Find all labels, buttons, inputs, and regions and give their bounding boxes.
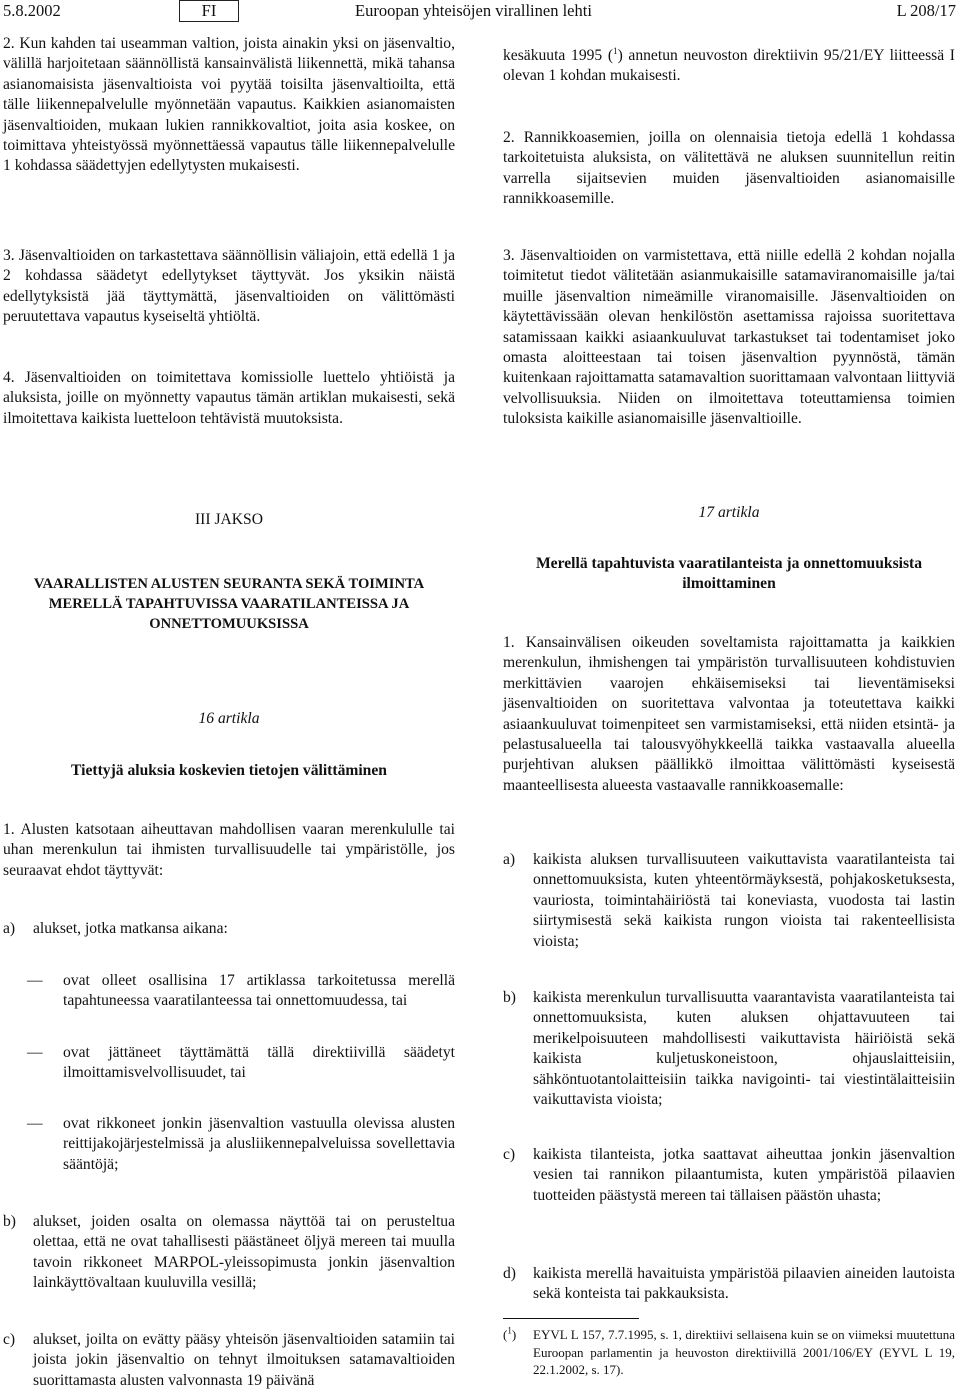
list-text-b: alukset, joiden osalta on olemassa näyttöä tai on perusteltua olettaa, että ne ovat tahallisesti päästäneet öljyä mereen tai muulla tavoin rikkoneet MARPOL-yleissopimusta jonkin jäsenvaltion lainkäyttövaltaan kuuluvilla vesillä; (33, 1213, 455, 1292)
continued-text-start: kesäkuuta 1995 ( (503, 47, 614, 64)
section-title-line-2: MERELLÄ TAPAHTUVISSA VAARATILANTEISSA JA (48, 596, 410, 612)
list-label-c: c) (3, 1331, 16, 1348)
list-text-17-a: kaikista aluksen turvallisuuteen vaikuttavista vaaratilanteista tai onnettomuuksista, kuten yhteentörmäyksestä, pohjakosketuksesta, vauriosta, toimintahäiriöstä tai koneviasta, vuodosta tai lastin siirtymisestä sekä kaikista rungon vioista tai rakenteellisista vioista; (533, 851, 955, 950)
list-label-b: b) (3, 1213, 16, 1230)
list-label-b: b) (503, 989, 516, 1006)
paragraph-right-2: 2. Rannikkoasemien, joilla on olennaisia tietoja edellä 1 kohdassa tarkoitetuista aluksista, on välitettävä ne aluksen suunnitellun reitin varrella sijaitsevien muiden jäsenvaltioiden asianomaisille rannikkoasemille. (503, 129, 955, 208)
footnote-ref: 1 (613, 45, 618, 56)
header-page-ref: L 208/17 (896, 1, 956, 20)
header-language-box: FI (179, 0, 239, 22)
paragraph-17-1: 1. Kansainvälisen oikeuden soveltamista rajoittamatta ja kaikkien merenkulun, ihmishengen tai ympäristön turvallisuuteen kohdistuvien merkittävien vaarojen ehkäisemiseksi tai lieventämiseksi jäsenvaltioiden on suoritettava valvontaa ja toteutettava kaikki asiaankuuluvat toimenpiteet sen varmistamiseksi, että niiden etsintä- ja pelastusalueella tai talousvyöhykkeellä taikka vastaavalla alueella purjehtivan aluksen päällikkö ilmoittaa välittömästi kyseisestä maanteellisesta alueesta vastaavalle rannikkoasemalle: (503, 634, 955, 794)
header-date: 5.8.2002 (3, 1, 61, 20)
list-label-d: d) (503, 1265, 516, 1282)
list-text-17-c: kaikista tilanteista, jotka saattavat aiheuttaa jonkin jäsenvaltion vesien tai rannikon pilaantumista, kuten ympäristöä pilaavien tuotteiden päästystä mereen tai tällaisen päästön uhasta; (533, 1146, 955, 1204)
list-text-a: alukset, jotka matkansa aikana: (33, 920, 228, 937)
footnote-paren-open: ( (503, 1327, 508, 1342)
article-17-heading: 17 artikla (698, 504, 760, 521)
paragraph-left-2: 2. Kun kahden tai useamman valtion, joista ainakin yksi on jäsenvaltio, välillä harjoitetaan säännöllistä kansainvälistä liikennettä, mikä tahansa asianomaisista jäsenvaltioista voi pyytää toisilta jäsenvaltioilta, että tälle liikennepalvelulle myönnetään vapautus. Kaikkien asianomaisten jäsenvaltioiden, mukaan lukien rannikkovaltiot, joita asia koskee, on toimittava yhteistyössä myönnettäessä vapautus tälle liikennepalvelulle 1 kohdassa säädettyjen edellytysten mukaisesti. (3, 35, 455, 175)
footnote-paren-close: ) (511, 1327, 517, 1342)
list-text-17-b: kaikista merenkulun turvallisuutta vaarantavista vaaratilanteista tai onnettomuuksista, kuten aluksen ohjattavuuteen tai merikelpoisuuteen mahdollisesti vaikuttavista häiriöistä sekä kaikista kuljetuskoneistoon, ohjauslaitteisiin, sähköntuotantolaitteisiin taikka navigointi- tai viestintälaitteisiin vaikuttavista vioista; (533, 989, 955, 1109)
dash-mark: — (27, 972, 43, 989)
section-heading: III JAKSO (194, 511, 263, 528)
list-label-a: a) (503, 851, 516, 868)
dash-mark: — (27, 1115, 43, 1132)
paragraph-left-3: 3. Jäsenvaltioiden on tarkastettava säännöllisin väliajoin, että edellä 1 ja 2 kohdassa säädetyt edellytykset täyttyvät. Jos yksikin näistä edellytyksistä jää täyttymättä, jäsenvaltioiden on välittömästi peruutettava vapautus kyseiseltä yhtiöltä. (3, 247, 455, 326)
section-title-line-1: VAARALLISTEN ALUSTEN SEURANTA SEKÄ TOIMINTA (33, 576, 425, 592)
footnote-label (503, 1326, 516, 1344)
footnote-number: 1 (507, 1325, 512, 1336)
article-17-title-line-1: Merellä tapahtuvista vaaratilanteista ja onnettomuuksista (535, 555, 923, 572)
list-label-a: a) (3, 920, 16, 937)
paragraph-left-4: 4. Jäsenvaltioiden on toimitettava komissiolle luettelo yhtiöistä ja aluksista, joille on myönnetty vapautus tämän artiklan mukaisesti, sekä ilmoitettava kaikista luetteloon tehtävistä muutoksista. (3, 369, 455, 427)
page-header (0, 0, 960, 24)
dash-text-3: ovat rikkoneet jonkin jäsenvaltion vastuulla olevissa alusten reittijakojärjestelmissä ja alusliikennepalveluissa sovellettavia sääntöjä; (63, 1115, 455, 1173)
article-16-heading: 16 artikla (198, 710, 260, 727)
article-17-title-line-2: ilmoittaminen (682, 575, 776, 592)
footnote-text: EYVL L 157, 7.7.1995, s. 1, direktiivi sellaisena kuin se on viimeksi muutettuna Euroopan parlamentin ja heuvoston direktiivillä 2001/106/EY (EYVL L 19, 22.1.2002, s. 17). (533, 1327, 955, 1377)
dash-text-2: ovat jättäneet täyttämättä tällä direktiivillä säädetyt ilmoittamisvelvollisuudet, tai (63, 1044, 455, 1082)
paragraph-right-continued (503, 46, 955, 87)
article-16-title: Tiettyjä aluksia koskevien tietojen välittäminen (71, 762, 387, 779)
dash-mark: — (27, 1044, 43, 1061)
section-title-line-3: ONNETTOMUUKSISSA (149, 616, 309, 632)
continued-text-end: ) annetun neuvoston direktiivin 95/21/EY liitteessä I olevan 1 kohdan mukaisesti. (503, 47, 955, 85)
list-label-c: c) (503, 1146, 516, 1163)
footnote-divider (503, 1318, 639, 1319)
header-journal-title: Euroopan yhteisöjen virallinen lehti (355, 1, 592, 20)
list-text-c: alukset, joilta on evätty pääsy yhteisön jäsenvaltioiden satamiin tai joista jokin jäsenvaltio on tehnyt ilmoituksen satamavaltioiden suorittamasta alusten valvonnasta 19 päivänä (33, 1331, 455, 1389)
dash-text-1: ovat olleet osallisina 17 artiklassa tarkoitetussa merellä tapahtuneessa vaaratilanteessa tai onnettomuudessa, tai (63, 972, 455, 1010)
list-text-17-d: kaikista merellä havaituista ympäristöä pilaavien aineiden lautoista sekä konteista tai pakkauksista. (533, 1265, 955, 1303)
paragraph-16-1: 1. Alusten katsotaan aiheuttavan mahdollisen vaaran merenkululle tai uhan merenkulun tai ihmisten turvallisuudelle tai ympäristölle, jos seuraavat ehdot täyttyvät: (3, 821, 455, 879)
paragraph-right-3: 3. Jäsenvaltioiden on varmistettava, että niille edellä 2 kohdan nojalla toimitetut tiedot välitetään asianmukaisille satamaviranomaisille ja/tai muille jäsenvaltion nimeämille viranomaisille. Jäsenvaltioiden on käytettävissään olevan henkilöstön asettamissa rajoissa suoritettava satamissaan kaikki asiaankuuluvat tarkastukset tai todentamiset joko omasta aloitteestaan tai toisen jäsenvaltion pyynnöstä, tämän kuitenkaan rajoittamatta satamavaltion suorittamaan valvontaan liittyviä velvollisuuksia. Niiden on ilmoitettava toteuttamiensa toimien tuloksista kaikille asianomaisille jäsenvaltioille. (503, 247, 955, 428)
